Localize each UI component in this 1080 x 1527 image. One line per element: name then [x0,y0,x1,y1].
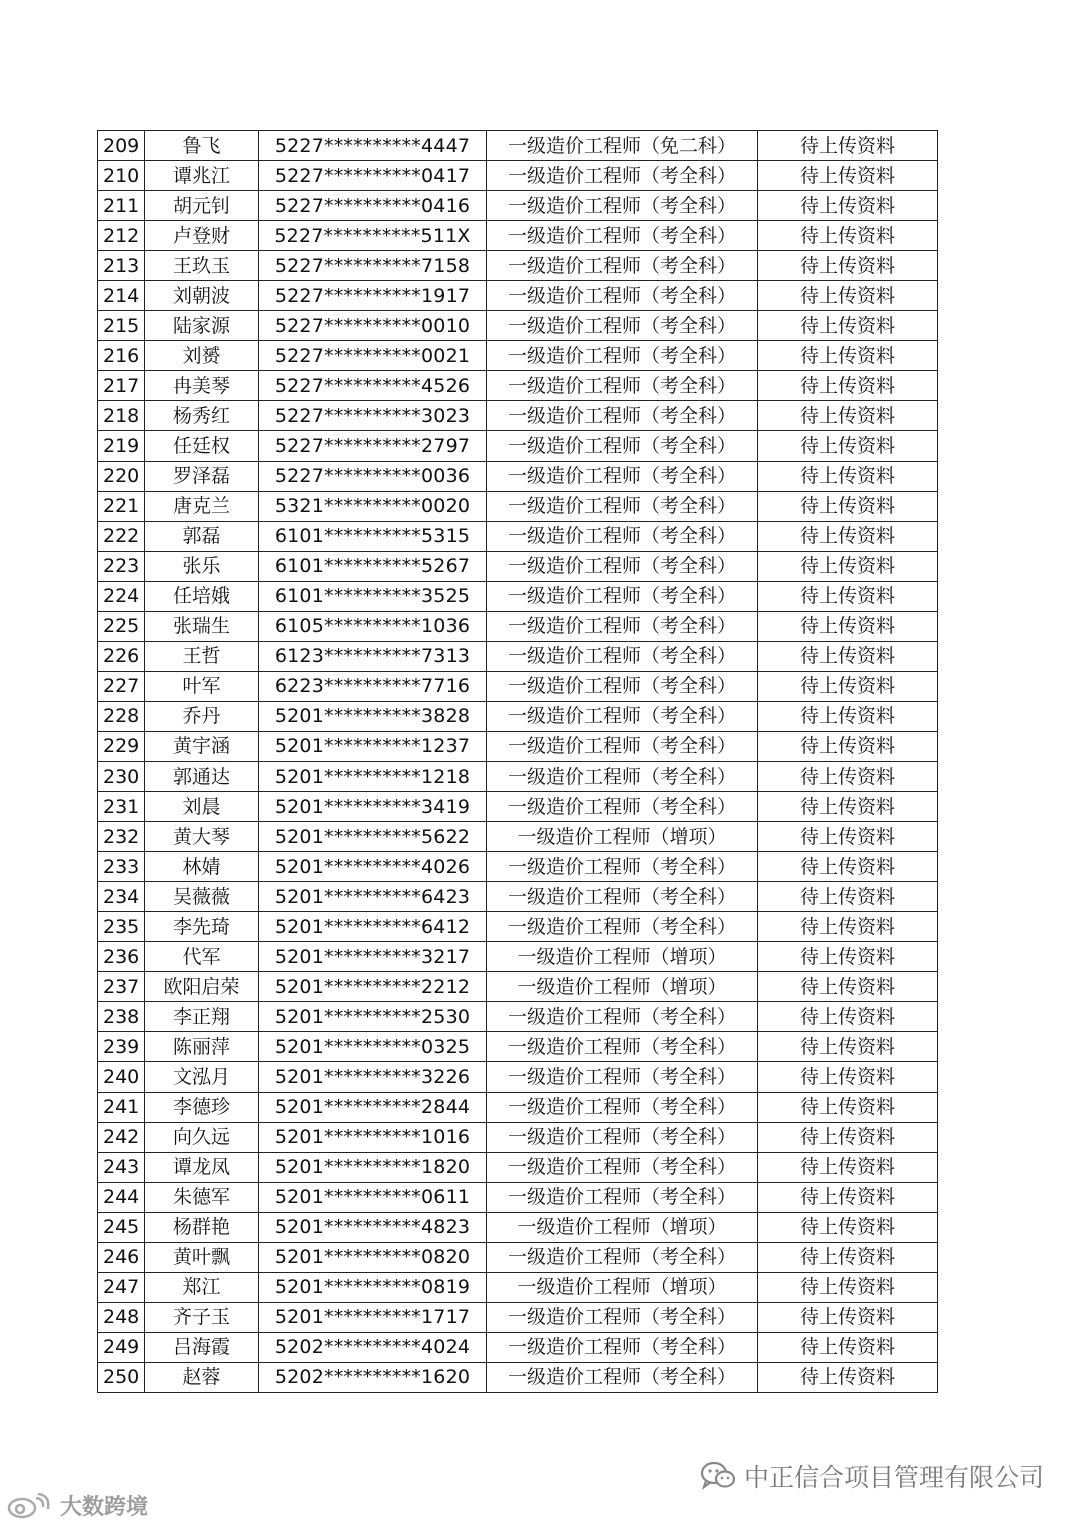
qualification-level-cell: 一级造价工程师（考全科） [487,701,758,731]
review-status-cell: 待上传资料 [758,912,938,942]
applicant-name-cell: 鲁飞 [145,131,259,161]
review-status-cell: 待上传资料 [758,221,938,251]
row-number-cell: 226 [98,641,145,671]
id-number-cell: 5201**********0819 [259,1272,487,1302]
table-row [98,1362,938,1392]
id-number-cell: 5201**********6412 [259,912,487,942]
review-status-cell: 待上传资料 [758,611,938,641]
id-number-cell: 5201**********4823 [259,1212,487,1242]
applicant-name-cell: 欧阳启荣 [145,972,259,1002]
qualification-level-cell: 一级造价工程师（考全科） [487,161,758,191]
roster-table-body [98,131,938,1393]
applicant-name-cell: 向久远 [145,1122,259,1152]
roster-table [97,130,938,1393]
qualification-level-cell: 一级造价工程师（增项） [487,1212,758,1242]
table-row [98,1122,938,1152]
table-row [98,491,938,521]
id-number-cell: 5227**********0036 [259,461,487,491]
applicant-name-cell: 李德珍 [145,1092,259,1122]
applicant-name-cell: 吕海霞 [145,1332,259,1362]
id-number-cell: 5227**********0417 [259,161,487,191]
row-number-cell: 222 [98,521,145,551]
id-number-cell: 5201**********2212 [259,972,487,1002]
row-number-cell: 227 [98,671,145,701]
wechat-icon [700,1461,736,1491]
row-number-cell: 233 [98,852,145,882]
qualification-level-cell: 一级造价工程师（考全科） [487,461,758,491]
qualification-level-cell: 一级造价工程师（考全科） [487,521,758,551]
row-number-cell: 240 [98,1062,145,1092]
qualification-level-cell: 一级造价工程师（考全科） [487,401,758,431]
table-row [98,822,938,852]
qualification-level-cell: 一级造价工程师（考全科） [487,882,758,912]
table-row [98,671,938,701]
review-status-cell: 待上传资料 [758,1242,938,1272]
id-number-cell: 5201**********6423 [259,882,487,912]
table-row [98,912,938,942]
applicant-name-cell: 乔丹 [145,701,259,731]
id-number-cell: 5227**********7158 [259,251,487,281]
applicant-name-cell: 杨群艳 [145,1212,259,1242]
review-status-cell: 待上传资料 [758,581,938,611]
source-name: 中正信合项目管理有限公司 [743,1463,1044,1492]
applicant-name-cell: 任廷权 [145,431,259,461]
row-number-cell: 212 [98,221,145,251]
review-status-cell: 待上传资料 [758,341,938,371]
id-number-cell: 5201**********1218 [259,761,487,791]
review-status-cell: 待上传资料 [758,161,938,191]
row-number-cell: 237 [98,972,145,1002]
table-row [98,1062,938,1092]
qualification-level-cell: 一级造价工程师（考全科） [487,1302,758,1332]
id-number-cell: 5201**********1820 [259,1152,487,1182]
id-number-cell: 5202**********4024 [259,1332,487,1362]
row-number-cell: 221 [98,491,145,521]
id-number-cell: 5227**********4447 [259,131,487,161]
row-number-cell: 235 [98,912,145,942]
table-row [98,1302,938,1332]
applicant-name-cell: 杨秀红 [145,401,259,431]
row-number-cell: 219 [98,431,145,461]
applicant-name-cell: 谭兆江 [145,161,259,191]
id-number-cell: 5201**********0611 [259,1182,487,1212]
row-number-cell: 218 [98,401,145,431]
qualification-level-cell: 一级造价工程师（考全科） [487,1062,758,1092]
row-number-cell: 250 [98,1362,145,1392]
qualification-level-cell: 一级造价工程师（免二科） [487,131,758,161]
review-status-cell: 待上传资料 [758,1122,938,1152]
qualification-level-cell: 一级造价工程师（考全科） [487,581,758,611]
id-number-cell: 5227**********4526 [259,371,487,401]
id-number-cell: 6101**********3525 [259,581,487,611]
applicant-name-cell: 李先琦 [145,912,259,942]
qualification-level-cell: 一级造价工程师（考全科） [487,191,758,221]
qualification-level-cell: 一级造价工程师（增项） [487,972,758,1002]
id-number-cell: 5227**********0010 [259,311,487,341]
applicant-name-cell: 王玖玉 [145,251,259,281]
table-row [98,551,938,581]
qualification-level-cell: 一级造价工程师（考全科） [487,1032,758,1062]
row-number-cell: 238 [98,1002,145,1032]
qualification-level-cell: 一级造价工程师（考全科） [487,371,758,401]
id-number-cell: 6123**********7313 [259,641,487,671]
review-status-cell: 待上传资料 [758,521,938,551]
applicant-name-cell: 叶军 [145,671,259,701]
id-number-cell: 5201**********2530 [259,1002,487,1032]
row-number-cell: 215 [98,311,145,341]
watermark [6,1490,148,1521]
applicant-name-cell: 张瑞生 [145,611,259,641]
review-status-cell: 待上传资料 [758,701,938,731]
applicant-name-cell: 王哲 [145,641,259,671]
applicant-name-cell: 黄宇涵 [145,731,259,761]
row-number-cell: 234 [98,882,145,912]
review-status-cell: 待上传资料 [758,1002,938,1032]
review-status-cell: 待上传资料 [758,1032,938,1062]
row-number-cell: 243 [98,1152,145,1182]
applicant-name-cell: 赵蓉 [145,1362,259,1392]
qualification-level-cell: 一级造价工程师（考全科） [487,1122,758,1152]
qualification-level-cell: 一级造价工程师（增项） [487,822,758,852]
applicant-name-cell: 黄大琴 [145,822,259,852]
qualification-level-cell: 一级造价工程师（考全科） [487,671,758,701]
review-status-cell: 待上传资料 [758,1332,938,1362]
row-number-cell: 229 [98,731,145,761]
qualification-level-cell: 一级造价工程师（考全科） [487,761,758,791]
qualification-level-cell: 一级造价工程师（考全科） [487,251,758,281]
table-row [98,251,938,281]
review-status-cell: 待上传资料 [758,882,938,912]
qualification-level-cell: 一级造价工程师（考全科） [487,641,758,671]
row-number-cell: 248 [98,1302,145,1332]
applicant-name-cell: 黄叶飘 [145,1242,259,1272]
qualification-level-cell: 一级造价工程师（考全科） [487,1242,758,1272]
applicant-name-cell: 胡元钊 [145,191,259,221]
table-row [98,401,938,431]
row-number-cell: 220 [98,461,145,491]
qualification-level-cell: 一级造价工程师（考全科） [487,912,758,942]
applicant-name-cell: 郭通达 [145,761,259,791]
row-number-cell: 210 [98,161,145,191]
id-number-cell: 5201**********0325 [259,1032,487,1062]
id-number-cell: 5201**********1717 [259,1302,487,1332]
qualification-level-cell: 一级造价工程师（考全科） [487,1362,758,1392]
review-status-cell: 待上传资料 [758,251,938,281]
review-status-cell: 待上传资料 [758,761,938,791]
row-number-cell: 249 [98,1332,145,1362]
table-row [98,431,938,461]
table-row [98,1212,938,1242]
id-number-cell: 5201**********2844 [259,1092,487,1122]
applicant-name-cell: 代军 [145,942,259,972]
table-row [98,1152,938,1182]
table-row [98,942,938,972]
table-row [98,641,938,671]
applicant-name-cell: 卢登财 [145,221,259,251]
table-row [98,701,938,731]
row-number-cell: 245 [98,1212,145,1242]
applicant-name-cell: 任培娥 [145,581,259,611]
row-number-cell: 232 [98,822,145,852]
applicant-name-cell: 冉美琴 [145,371,259,401]
review-status-cell: 待上传资料 [758,551,938,581]
id-number-cell: 5321**********0020 [259,491,487,521]
review-status-cell: 待上传资料 [758,972,938,1002]
review-status-cell: 待上传资料 [758,852,938,882]
review-status-cell: 待上传资料 [758,1362,938,1392]
review-status-cell: 待上传资料 [758,1302,938,1332]
id-number-cell: 5201**********5622 [259,822,487,852]
table-row [98,1332,938,1362]
table-row [98,1002,938,1032]
review-status-cell: 待上传资料 [758,1182,938,1212]
row-number-cell: 236 [98,942,145,972]
review-status-cell: 待上传资料 [758,731,938,761]
row-number-cell: 230 [98,761,145,791]
applicant-name-cell: 刘朝波 [145,281,259,311]
qualification-level-cell: 一级造价工程师（考全科） [487,491,758,521]
row-number-cell: 209 [98,131,145,161]
applicant-name-cell: 郑江 [145,1272,259,1302]
table-row [98,191,938,221]
id-number-cell: 5201**********3828 [259,701,487,731]
id-number-cell: 5201**********1237 [259,731,487,761]
table-row [98,972,938,1002]
table-row [98,1182,938,1212]
row-number-cell: 239 [98,1032,145,1062]
table-row [98,341,938,371]
table-row [98,1092,938,1122]
qualification-level-cell: 一级造价工程师（考全科） [487,1332,758,1362]
table-row [98,792,938,822]
table-row [98,1032,938,1062]
id-number-cell: 6101**********5315 [259,521,487,551]
row-number-cell: 242 [98,1122,145,1152]
id-number-cell: 5201**********1016 [259,1122,487,1152]
review-status-cell: 待上传资料 [758,822,938,852]
review-status-cell: 待上传资料 [758,1092,938,1122]
applicant-name-cell: 林婧 [145,852,259,882]
row-number-cell: 223 [98,551,145,581]
qualification-level-cell: 一级造价工程师（考全科） [487,311,758,341]
table-row [98,371,938,401]
applicant-name-cell: 文泓月 [145,1062,259,1092]
row-number-cell: 228 [98,701,145,731]
review-status-cell: 待上传资料 [758,1212,938,1242]
table-row [98,852,938,882]
review-status-cell: 待上传资料 [758,131,938,161]
id-number-cell: 5227**********3023 [259,401,487,431]
row-number-cell: 231 [98,792,145,822]
table-row [98,461,938,491]
id-number-cell: 5227**********0416 [259,191,487,221]
id-number-cell: 5227**********511X [259,221,487,251]
applicant-name-cell: 朱德军 [145,1182,259,1212]
qualification-level-cell: 一级造价工程师（考全科） [487,611,758,641]
table-row [98,311,938,341]
table-row [98,281,938,311]
review-status-cell: 待上传资料 [758,431,938,461]
row-number-cell: 217 [98,371,145,401]
applicant-name-cell: 唐克兰 [145,491,259,521]
qualification-level-cell: 一级造价工程师（考全科） [487,551,758,581]
qualification-level-cell: 一级造价工程师（考全科） [487,221,758,251]
row-number-cell: 247 [98,1272,145,1302]
table-row [98,611,938,641]
id-number-cell: 5201**********3226 [259,1062,487,1092]
qualification-level-cell: 一级造价工程师（考全科） [487,1092,758,1122]
qualification-level-cell: 一级造价工程师（考全科） [487,792,758,822]
qualification-level-cell: 一级造价工程师（考全科） [487,852,758,882]
review-status-cell: 待上传资料 [758,641,938,671]
row-number-cell: 214 [98,281,145,311]
qualification-level-cell: 一级造价工程师（增项） [487,942,758,972]
applicant-name-cell: 刘赟 [145,341,259,371]
review-status-cell: 待上传资料 [758,1062,938,1092]
row-number-cell: 246 [98,1242,145,1272]
table-row [98,521,938,551]
review-status-cell: 待上传资料 [758,311,938,341]
id-number-cell: 5227**********2797 [259,431,487,461]
row-number-cell: 225 [98,611,145,641]
qualification-level-cell: 一级造价工程师（考全科） [487,1002,758,1032]
row-number-cell: 216 [98,341,145,371]
review-status-cell: 待上传资料 [758,401,938,431]
review-status-cell: 待上传资料 [758,1152,938,1182]
applicant-name-cell: 谭龙凤 [145,1152,259,1182]
applicant-name-cell: 陈丽萍 [145,1032,259,1062]
id-number-cell: 5201**********0820 [259,1242,487,1272]
review-status-cell: 待上传资料 [758,1272,938,1302]
review-status-cell: 待上传资料 [758,461,938,491]
qualification-level-cell: 一级造价工程师（增项） [487,1272,758,1302]
id-number-cell: 6101**********5267 [259,551,487,581]
applicant-name-cell: 吴薇薇 [145,882,259,912]
review-status-cell: 待上传资料 [758,671,938,701]
review-status-cell: 待上传资料 [758,191,938,221]
id-number-cell: 6223**********7716 [259,671,487,701]
table-row [98,731,938,761]
qualification-level-cell: 一级造价工程师（考全科） [487,1152,758,1182]
id-number-cell: 5201**********3217 [259,942,487,972]
table-row [98,131,938,161]
row-number-cell: 213 [98,251,145,281]
row-number-cell: 241 [98,1092,145,1122]
table-row [98,882,938,912]
review-status-cell: 待上传资料 [758,942,938,972]
review-status-cell: 待上传资料 [758,281,938,311]
applicant-name-cell: 李正翔 [145,1002,259,1032]
row-number-cell: 244 [98,1182,145,1212]
applicant-name-cell: 罗泽磊 [145,461,259,491]
applicant-name-cell: 郭磊 [145,521,259,551]
qualification-level-cell: 一级造价工程师（考全科） [487,1182,758,1212]
qualification-level-cell: 一级造价工程师（考全科） [487,281,758,311]
review-status-cell: 待上传资料 [758,371,938,401]
table-row [98,221,938,251]
table-row [98,1272,938,1302]
id-number-cell: 6105**********1036 [259,611,487,641]
watermark-text: 大数跨境 [60,1495,149,1520]
row-number-cell: 211 [98,191,145,221]
id-number-cell: 5227**********0021 [259,341,487,371]
table-row [98,1242,938,1272]
row-number-cell: 224 [98,581,145,611]
applicant-name-cell: 齐子玉 [145,1302,259,1332]
table-row [98,761,938,791]
review-status-cell: 待上传资料 [758,491,938,521]
id-number-cell: 5202**********1620 [259,1362,487,1392]
qualification-level-cell: 一级造价工程师（考全科） [487,431,758,461]
applicant-name-cell: 刘晨 [145,792,259,822]
weibo-logo-icon [6,1493,54,1519]
qualification-level-cell: 一级造价工程师（考全科） [487,341,758,371]
id-number-cell: 5201**********3419 [259,792,487,822]
source-footer [700,1458,1044,1494]
table-row [98,581,938,611]
id-number-cell: 5201**********4026 [259,852,487,882]
applicant-name-cell: 张乐 [145,551,259,581]
id-number-cell: 5227**********1917 [259,281,487,311]
table-row [98,161,938,191]
review-status-cell: 待上传资料 [758,792,938,822]
applicant-name-cell: 陆家源 [145,311,259,341]
qualification-level-cell: 一级造价工程师（考全科） [487,731,758,761]
